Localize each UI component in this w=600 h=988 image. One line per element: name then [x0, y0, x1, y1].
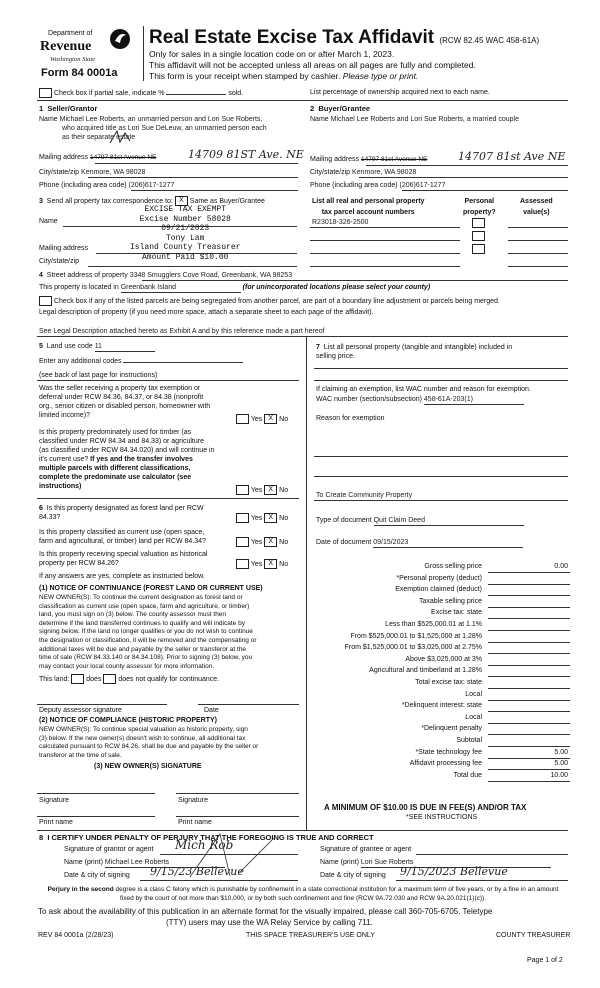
- q-timber-answer: Yes X No: [236, 485, 288, 495]
- correspondence-row: 3 Send all property tax correspondence to: X Same as Buyer/Grantee: [39, 197, 265, 205]
- buyer-mail-handwritten: 14707 81st Ave NE: [458, 150, 566, 163]
- tax-row-label: Above $3,025,000 at 3%: [405, 655, 482, 663]
- tax-row-value: [488, 667, 570, 677]
- tax-row-label: *Personal property (deduct): [396, 574, 482, 582]
- reason-label: Reason for exemption: [316, 415, 385, 422]
- partial-sale-checkbox[interactable]: [39, 88, 52, 98]
- alternate-format-line1: To ask about the availability of this publication in an alternate format for the visually impaired, please call 360-705-6705. Teletype: [38, 907, 493, 916]
- if-yes-note: If any answers are yes, complete as instructed below.: [39, 573, 205, 580]
- tax-row-label: *State technology fee: [415, 748, 482, 756]
- property-address-row: 4 Street address of property 3348 Smugglers Cove Road, Greenbank, WA 98253: [39, 272, 293, 279]
- current-use-no-checkbox[interactable]: X: [264, 537, 277, 547]
- tax-row-label: Exemption claimed (deduct): [395, 586, 482, 594]
- notice-continuance-text: NEW OWNER(S): To continue the current designation as forest land or classification as current use (open space, farm and agriculture, or timber) land, you must sign on (3) below. The county assessor must then determine if the land transferred continues to qualify and will indicate by signing below. If the land no longer qualifies or you do not wish to continue the designation or classification, it will be removed and the compensating or additional taxes will be due and payable by the seller or transferor at the time of sale (RCW 84.33.140 or 84.34.108). Prior to signing (3) below, you may contact your local county assessor for more information.: [39, 594, 257, 670]
- tax-row-value: [488, 621, 570, 631]
- tax-row-value: [488, 633, 570, 643]
- tax-row-value: [488, 702, 570, 712]
- tax-row-value: 0.00: [488, 563, 570, 573]
- tax-row-value: 10.00: [488, 772, 570, 782]
- certify-heading: 8 I CERTIFY UNDER PENALTY OF PERJURY THAT THE FOREGOING IS TRUE AND CORRECT: [39, 833, 374, 842]
- new-owner-signature-heading: (3) NEW OWNER(S) SIGNATURE: [94, 763, 202, 770]
- tax-row-value: [488, 714, 570, 724]
- seller-initials-mark: [108, 128, 134, 146]
- partial-sale-row: Check box if partial sale, indicate % sold.: [39, 88, 243, 98]
- minimum-due-note: A MINIMUM OF $10.00 IS DUE IN FEE(S) AND/OR TAX: [324, 803, 527, 812]
- personal-checkbox-3[interactable]: [472, 244, 485, 254]
- wac-row: WAC number (section/subsection) 458-61A-203(1): [316, 396, 524, 405]
- buyer-name: Name Michael Lee Roberts and Lori Sue Roberts, a married couple: [310, 116, 519, 123]
- segregated-row: Check box if any of the listed parcels are being segregated from another parcel, are part of a boundary line adjustment or parcels being merged.: [39, 296, 500, 306]
- q-forest: 6 Is this property designated as forest land per RCW 84.33?: [39, 505, 204, 521]
- deputy-signature-label: Deputy assessor signature: [39, 707, 122, 714]
- tax-row-value: [488, 691, 570, 701]
- seller-heading: 1 Seller/Grantor: [39, 104, 98, 113]
- county-treasurer-label: COUNTY TREASURER: [496, 932, 571, 939]
- corr-mail-label: Mailing address: [39, 245, 89, 252]
- q-current-use-answer: Yes X No: [236, 537, 288, 547]
- parcel-account: R23018-326-2500: [312, 219, 369, 226]
- tax-row-value: [488, 656, 570, 666]
- seller-city-row: City/state/zip Kenmore, WA 98028: [39, 169, 146, 176]
- tax-row-value: [488, 725, 570, 735]
- header-line2: This affidavit will not be accepted unless all areas on all pages are fully and completed.: [149, 60, 476, 70]
- exemption-no-checkbox[interactable]: X: [264, 414, 277, 424]
- tax-row-value: [488, 644, 570, 654]
- notice-compliance-heading: (2) NOTICE OF COMPLIANCE (HISTORIC PROPERTY): [39, 717, 217, 724]
- segregated-checkbox[interactable]: [39, 296, 52, 306]
- buyer-city-row: City/state/zip Kenmore, WA 98028: [310, 169, 417, 176]
- additional-codes: Enter any additional codes: [39, 358, 243, 366]
- grantee-name-row: Name (print) Lori Sue Roberts: [320, 859, 551, 868]
- alternate-format-line2: (TTY) users may use the WA Relay Service by calling 711.: [166, 918, 373, 927]
- tax-row-label: Excise tax: state: [431, 609, 482, 617]
- property-location-row: This property is located in Greenbank Island (for unincorporated locations please select your county): [39, 284, 430, 293]
- seller-phone-row: Phone (including area code) (206)617-1277: [39, 182, 175, 189]
- owner-signature-label-2: Signature: [178, 797, 208, 804]
- see-instructions-note: *SEE INSTRUCTIONS: [406, 814, 478, 821]
- doc-date-row: Date of document 09/15/2023: [316, 539, 523, 548]
- seller-mail-row: Mailing address 14797 81st Avenue NE: [39, 154, 157, 161]
- tax-row-label: Agricultural and timberland at 1.28%: [369, 667, 482, 675]
- grantor-signature: Mich Rob: [175, 838, 234, 852]
- historic-yes-checkbox[interactable]: [236, 559, 249, 569]
- seller-name: Name Michael Lee Roberts, an unmarried person and Lori Sue Roberts,: [39, 116, 263, 123]
- tax-row-label: Affidavit processing fee: [409, 760, 482, 768]
- grantee-signature-label: Signature of grantee or agent: [320, 846, 412, 853]
- see-back-note: (see back of last page for instructions): [39, 372, 158, 379]
- notice-compliance-text: NEW OWNER(S): To continue special valuation as historic property, sign (3) below. If the new owner(s) doesn't wish to continue, all additional tax calculated pursuant to RCW 84.26, shall be due and payable by the seller or transferor at the time of sale.: [39, 726, 259, 759]
- q-current-use: Is this property classified as current use (open space, farm and agricultural, or timber) land per RCW 84.34?: [39, 529, 206, 545]
- personal-header: Personal property?: [463, 198, 496, 216]
- tax-row-label: From $1,525,000.01 to $3,025,000 at 2.75%: [344, 644, 482, 652]
- header-line3: This form is your receipt when stamped by cashier. Please type or print.: [149, 71, 419, 81]
- tax-row-value: [488, 586, 570, 596]
- personal-checkbox-1[interactable]: [472, 218, 485, 228]
- corr-city-label: City/state/zip: [39, 258, 80, 265]
- state-label: Washington State: [50, 56, 96, 63]
- legal-description-label: Legal description of property (if you need more space, attach a separate sheet to each page of the affidavit).: [39, 309, 374, 316]
- revenue-logo-icon: [108, 27, 132, 51]
- seller-name-line3: as their separate estate: [62, 134, 136, 141]
- q-exemption: Was the seller receiving a property tax exemption or deferral under RCW 84.36, 84.37, or 84.38 (nonprofit org., senior citizen or disabled person, homeowner with limited income)?: [39, 385, 211, 419]
- seller-mail-handwritten: 14709 81ST Ave. NE: [188, 148, 304, 161]
- legal-description-ref: See Legal Description attached hereto as Exhibit A and by this reference made a part hereof: [39, 328, 325, 335]
- personal-property-row: 7 List all personal property (tangible and intangible) included in selling price.: [316, 344, 513, 360]
- grantee-date-city: 9/15/2023 Bellevue: [400, 865, 508, 878]
- assessed-header: Assessed value(s): [520, 198, 553, 216]
- seller-name-line2: who acquired title as Lori Sue DeLeuw, an unmarried person each: [62, 125, 267, 132]
- timber-no-checkbox[interactable]: X: [264, 485, 277, 495]
- reason-value: To Create Community Property: [316, 492, 413, 499]
- exempt-stamp: EXCISE TAX EXEMPT Excise Number 58028 09/21/2023 Tony Lam Island County Treasurer Amount Paid $10.00: [130, 205, 241, 262]
- tax-row-value: 5.00: [488, 749, 570, 759]
- tax-row-label: *Delinquent interest: state: [401, 702, 482, 710]
- perjury-strike-marks: [180, 832, 300, 882]
- owner-print-label-2: Print name: [178, 819, 212, 826]
- same-as-buyer-checkbox[interactable]: X: [175, 196, 188, 206]
- tax-row-label: Total due: [453, 771, 482, 779]
- tax-row-value: [488, 609, 570, 619]
- personal-checkbox-2[interactable]: [472, 231, 485, 241]
- q-forest-answer: Yes X No: [236, 513, 288, 523]
- q-exemption-answer: Yes X No: [236, 414, 288, 424]
- q-historic: Is this property receiving special valuation as historical property per RCW 84.26?: [39, 551, 208, 567]
- forest-no-checkbox[interactable]: X: [264, 513, 277, 523]
- grantee-date-label: Date & city of signing: [320, 872, 386, 879]
- tax-row-value: [488, 598, 570, 608]
- tax-row-label: *Delinquent penalty: [421, 725, 482, 733]
- corr-name-label: Name: [39, 218, 58, 225]
- form-number: Form 84 0001a: [41, 67, 118, 79]
- page-number: Page 1 of 2: [527, 957, 563, 964]
- page-title: Real Estate Excise Tax Affidavit (RCW 82.45 WAC 458-61A): [149, 27, 540, 48]
- exemption-yes-checkbox[interactable]: [236, 414, 249, 424]
- tax-row-label: Subtotal: [456, 737, 482, 744]
- grantor-date-label: Date & city of signing: [64, 872, 130, 879]
- owner-print-label-1: Print name: [39, 819, 73, 826]
- tax-row-label: From $525,000.01 to $1,525,000 at 1.28%: [350, 632, 482, 640]
- buyer-mail-row: Mailing address 14797 81st Avenue NE: [310, 156, 428, 163]
- grantor-date-city: 9/15/23 Bellevue: [150, 865, 244, 878]
- owner-signature-label-1: Signature: [39, 797, 69, 804]
- tax-row-label: Taxable selling price: [418, 597, 482, 605]
- tax-row-value: [488, 737, 570, 747]
- header-line1: Only for sales in a single location code on or after March 1, 2023.: [149, 49, 395, 59]
- perjury-notice: Perjury in the second degree is a class C felony which is punishable by confinement in a state correctional institution for a maximum term of five years, or by a fine in an amount fixed by the court of not more than $10,000, or by both such confinement and fine (RCW 9A.72.030 and RCW 9A.20.021(1)(c)).: [47, 886, 559, 902]
- revision-label: REV 84 0001a (2/28/23): [38, 932, 114, 939]
- notice-continuance-heading: (1) NOTICE OF CONTINUANCE (FOREST LAND OR CURRENT USE): [39, 585, 263, 592]
- tax-row-value: [488, 679, 570, 689]
- treasurer-space-label: THIS SPACE TREASURER'S USE ONLY: [246, 932, 375, 939]
- grantor-signature-label: Signature of grantor or agent: [64, 846, 154, 853]
- tax-row-value: 5.00: [488, 760, 570, 770]
- tax-row-value: [488, 575, 570, 585]
- revenue-logo-text: Revenue: [40, 39, 92, 54]
- land-use-row: 5 Land use code 11: [39, 343, 155, 352]
- current-use-yes-checkbox[interactable]: [236, 537, 249, 547]
- tax-row-label: Gross selling price: [424, 563, 482, 570]
- q-historic-answer: Yes X No: [236, 559, 288, 569]
- this-land-row: This land: does does not qualify for continuance.: [39, 675, 220, 683]
- buyer-phone-row: Phone (including area code) (206)617-1277: [310, 182, 446, 189]
- forest-yes-checkbox[interactable]: [236, 513, 249, 523]
- parcel-header: List all real and personal property tax parcel account numbers: [312, 198, 425, 216]
- tax-row-label: Less than $525,000.01 at 1.1%: [385, 621, 482, 628]
- historic-no-checkbox[interactable]: X: [264, 559, 277, 569]
- tax-row-label: Local: [465, 713, 482, 721]
- tax-row-label: Local: [465, 690, 482, 698]
- list-pct-note: List percentage of ownership acquired next to each name.: [310, 89, 490, 96]
- buyer-heading: 2 Buyer/Grantee: [310, 104, 371, 113]
- claim-exemption-text: If claiming an exemption, list WAC number and reason for exemption.: [316, 386, 531, 393]
- tax-row-label: Total excise tax: state: [415, 679, 482, 686]
- grantor-name-row: Name (print) Michael Lee Roberts: [64, 859, 225, 868]
- deputy-date-label: Date: [204, 707, 219, 714]
- does-not-checkbox[interactable]: [103, 674, 116, 684]
- doc-type-row: Type of document Quit Claim Deed: [316, 517, 524, 526]
- q-timber: Is this property predominately used for timber (as classified under RCW 84.34 and 84.33) or agriculture (as classified under RCW 84.34.020) and will continue in it's current use? If yes and the transfer involves multiple parcels with different classifications, complete the predominate use calculator (see instructions): [39, 429, 215, 490]
- dept-label: Department of: [48, 30, 93, 37]
- timber-yes-checkbox[interactable]: [236, 485, 249, 495]
- does-checkbox[interactable]: [71, 674, 84, 684]
